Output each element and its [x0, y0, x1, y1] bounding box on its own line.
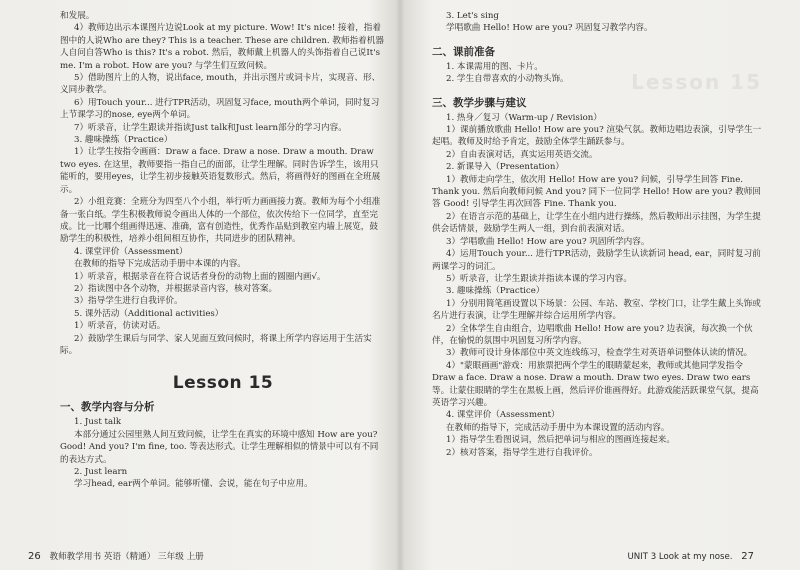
- text-line: 1）听录音，仿读对话。: [74, 321, 166, 332]
- text-line: 1）听录音，根据录音在符合说话者身份的动物上面的圆圈内画√。: [74, 271, 326, 282]
- text-line: 2）指读图中各个动物，并根据录音内容，核对答案。: [74, 283, 278, 294]
- text-line: 2）小组竞赛：全班分为四至八个小组，举行听力画画接力赛。教师为每个小组准备一张白纸。学生积极教师说令画出人体的一个部位，依次传给下一位同学，直至完成。比一比哪个组画得迅速、准确，富有创造性，优秀作品贴到教室内墙上展览，鼓励学生的积极性，培养小组间相互协作，共同进步的团队精神。: [60, 197, 381, 245]
- left-footer: [22, 550, 204, 562]
- text-line: 2）核对答案，指导学生进行自我评价。: [446, 447, 598, 458]
- subheading: 4. 课堂评价（Assessment）: [446, 410, 560, 421]
- text-line: 7）听录音，让学生跟读并指读Just talk和Just learn部分的学习内容。: [74, 122, 347, 133]
- text-line: 学唱歌曲 Hello! How are you? 巩固复习教学内容。: [446, 23, 653, 34]
- text-line: 2）全体学生自由组合，边唱歌曲 Hello! How are you? 边表演，每次换一个伙伴，在愉悦的氛围中巩固复习所学内容。: [432, 323, 753, 346]
- text-line: 5）听录音，让学生跟读并指读本课的学习内容。: [446, 273, 632, 284]
- text-line: 4）运用Touch your... 进行TPR活动，鼓励学生认读新词 head, ear，同时复习前两课学习的词汇。: [432, 249, 761, 272]
- text-line: 在教师的指导下，完成活动手册中为本课设置的活动内容。: [446, 422, 670, 433]
- subheading: 1. 热身／复习（Warm-up / Revision）: [446, 112, 602, 123]
- text-line: 1）指导学生看图说词，然后把单词与相应的图画连接起来。: [446, 435, 675, 446]
- text-line: 1）教师走向学生，依次用 Hello! How are you? 问候，引导学生回答 Fine. Thank you. 然后向教师问候 And you? 同下一位同学 Hello! How are you? 教师回答 Good! 引导学生再次回答 Fine. Thank you.: [432, 174, 761, 210]
- subheading: 3. Let's sing: [446, 11, 499, 21]
- text-line: 3）指导学生进行自我评价。: [74, 296, 183, 307]
- section-heading: 三、教学步骤与建议: [432, 96, 527, 109]
- text-line: 4）"蒙眼画画"游戏：用旅票把两个学生的眼睛蒙起来，教师或其他同学发指令 Draw a face. Draw a nose. Draw a mouth. Draw two eyes. Draw two ears 等。让蒙住眼睛的学生在黑板上画，然后评价谁画得好。此游戏能活跃课堂气氛，提高英语学习兴趣。: [432, 360, 759, 408]
- text-line: 6）用Touch your... 进行TPR活动，巩固复习face, mouth两个单词，同时复习上节课学习的nose, eye两个单词。: [60, 97, 380, 121]
- section-heading: 二、课前准备: [432, 45, 495, 58]
- text-line: 2）自由表演对话，真实运用英语交流。: [446, 149, 598, 160]
- section-heading: 一、教学内容与分析: [60, 401, 155, 414]
- text-line: 1. 本课需用的图、卡片。: [446, 61, 543, 72]
- text-line: 1）让学生按指令画画：Draw a face. Draw a nose. Draw a mouth. Draw two eyes. 在这里，教师要指一指自己的面部，让学生理解。同时告诉学生，该用只能听的，要用eyes，让学生初步接触英语复数形式。然后，将画得好的图画在全班展示。: [60, 147, 381, 195]
- subheading: 4. 课堂评价（Assessment）: [74, 246, 188, 257]
- watermark: Lesson 15: [631, 70, 762, 94]
- text-line: 1）课前播放歌曲 Hello! How are you? 渲染气氛。教师边唱边表演，引导学生一起唱。教师及时给予肯定，鼓励全体学生踊跃参与。: [432, 125, 762, 148]
- text-line: 本部分通过公园里熟人间互致问候，让学生在真实的环境中感知 How are you? Good! And you? I'm fine, too. 等表达形式。让学生理解相似的情景中可以有不同的表达方式。: [60, 429, 379, 465]
- subheading: 1. Just talk: [74, 417, 122, 428]
- footer-text: UNIT 3 Look at my nose.: [627, 552, 733, 562]
- right-footer: [627, 551, 760, 562]
- right-page: [400, 0, 800, 570]
- text-line: 2）在语言示范的基础上，让学生在小组内进行操练，然后教师出示挂图，为学生提供会话情景，鼓励学生两人一组，到台前表演对话。: [432, 211, 761, 235]
- footer-text: 教师教学用书 英语（精通） 三年级 上册: [49, 552, 204, 562]
- text-line: 4）教师边出示本课图片边说Look at my picture. Wow! It's nice! 接着，指着图中的人说Who are they? This is a teacher. These are children. 教师指着机器人自问自答Who is this? It's a robot. 然后，教师戴上机器人的头饰指着自己说It's me. I'm a robot. How are you? 与学生们互致问候。: [60, 23, 384, 71]
- text-line: 学习head, ear两个单词。能够听懂、会说，能在句子中应用。: [74, 479, 313, 490]
- text-line: 2. 学生自带喜欢的小动物头饰。: [446, 74, 569, 85]
- text-line: 3）教师可设计身体部位中英文连线练习，检查学生对英语单词整体认读的情况。: [446, 348, 753, 359]
- lesson-title: Lesson 15: [172, 373, 274, 394]
- text-line: 和发展。: [60, 11, 95, 21]
- page-number: 26: [28, 551, 41, 562]
- text-line: 在教师的指导下完成活动手册中本课的内容。: [74, 259, 246, 270]
- subheading: 2. Just learn: [74, 467, 128, 477]
- text-line: 5）借助图片上的人物，说出face, mouth，并出示图片或词卡片，实现音、形、义同步教学。: [60, 73, 381, 96]
- text-line: 3）学唱歌曲 Hello! How are you? 巩固所学内容。: [446, 236, 650, 247]
- subheading: 2. 新课导入（Presentation）: [446, 162, 564, 173]
- subheading: 5. 课外活动（Additional activities）: [74, 308, 224, 319]
- subheading: 3. 趣味操练（Practice）: [446, 286, 545, 297]
- page-number: 27: [741, 551, 754, 562]
- text-line: 1）分别用简笔画设置以下场景：公园、车站、教室、学校门口，让学生戴上头饰或名片进行表演，让学生理解并综合运用所学内容。: [432, 298, 761, 322]
- subheading: 3. 趣味操练（Practice）: [74, 135, 173, 146]
- text-line: 2）鼓励学生课后与同学、家人见面互致问候时，将课上所学内容运用于生活实际。: [60, 333, 372, 356]
